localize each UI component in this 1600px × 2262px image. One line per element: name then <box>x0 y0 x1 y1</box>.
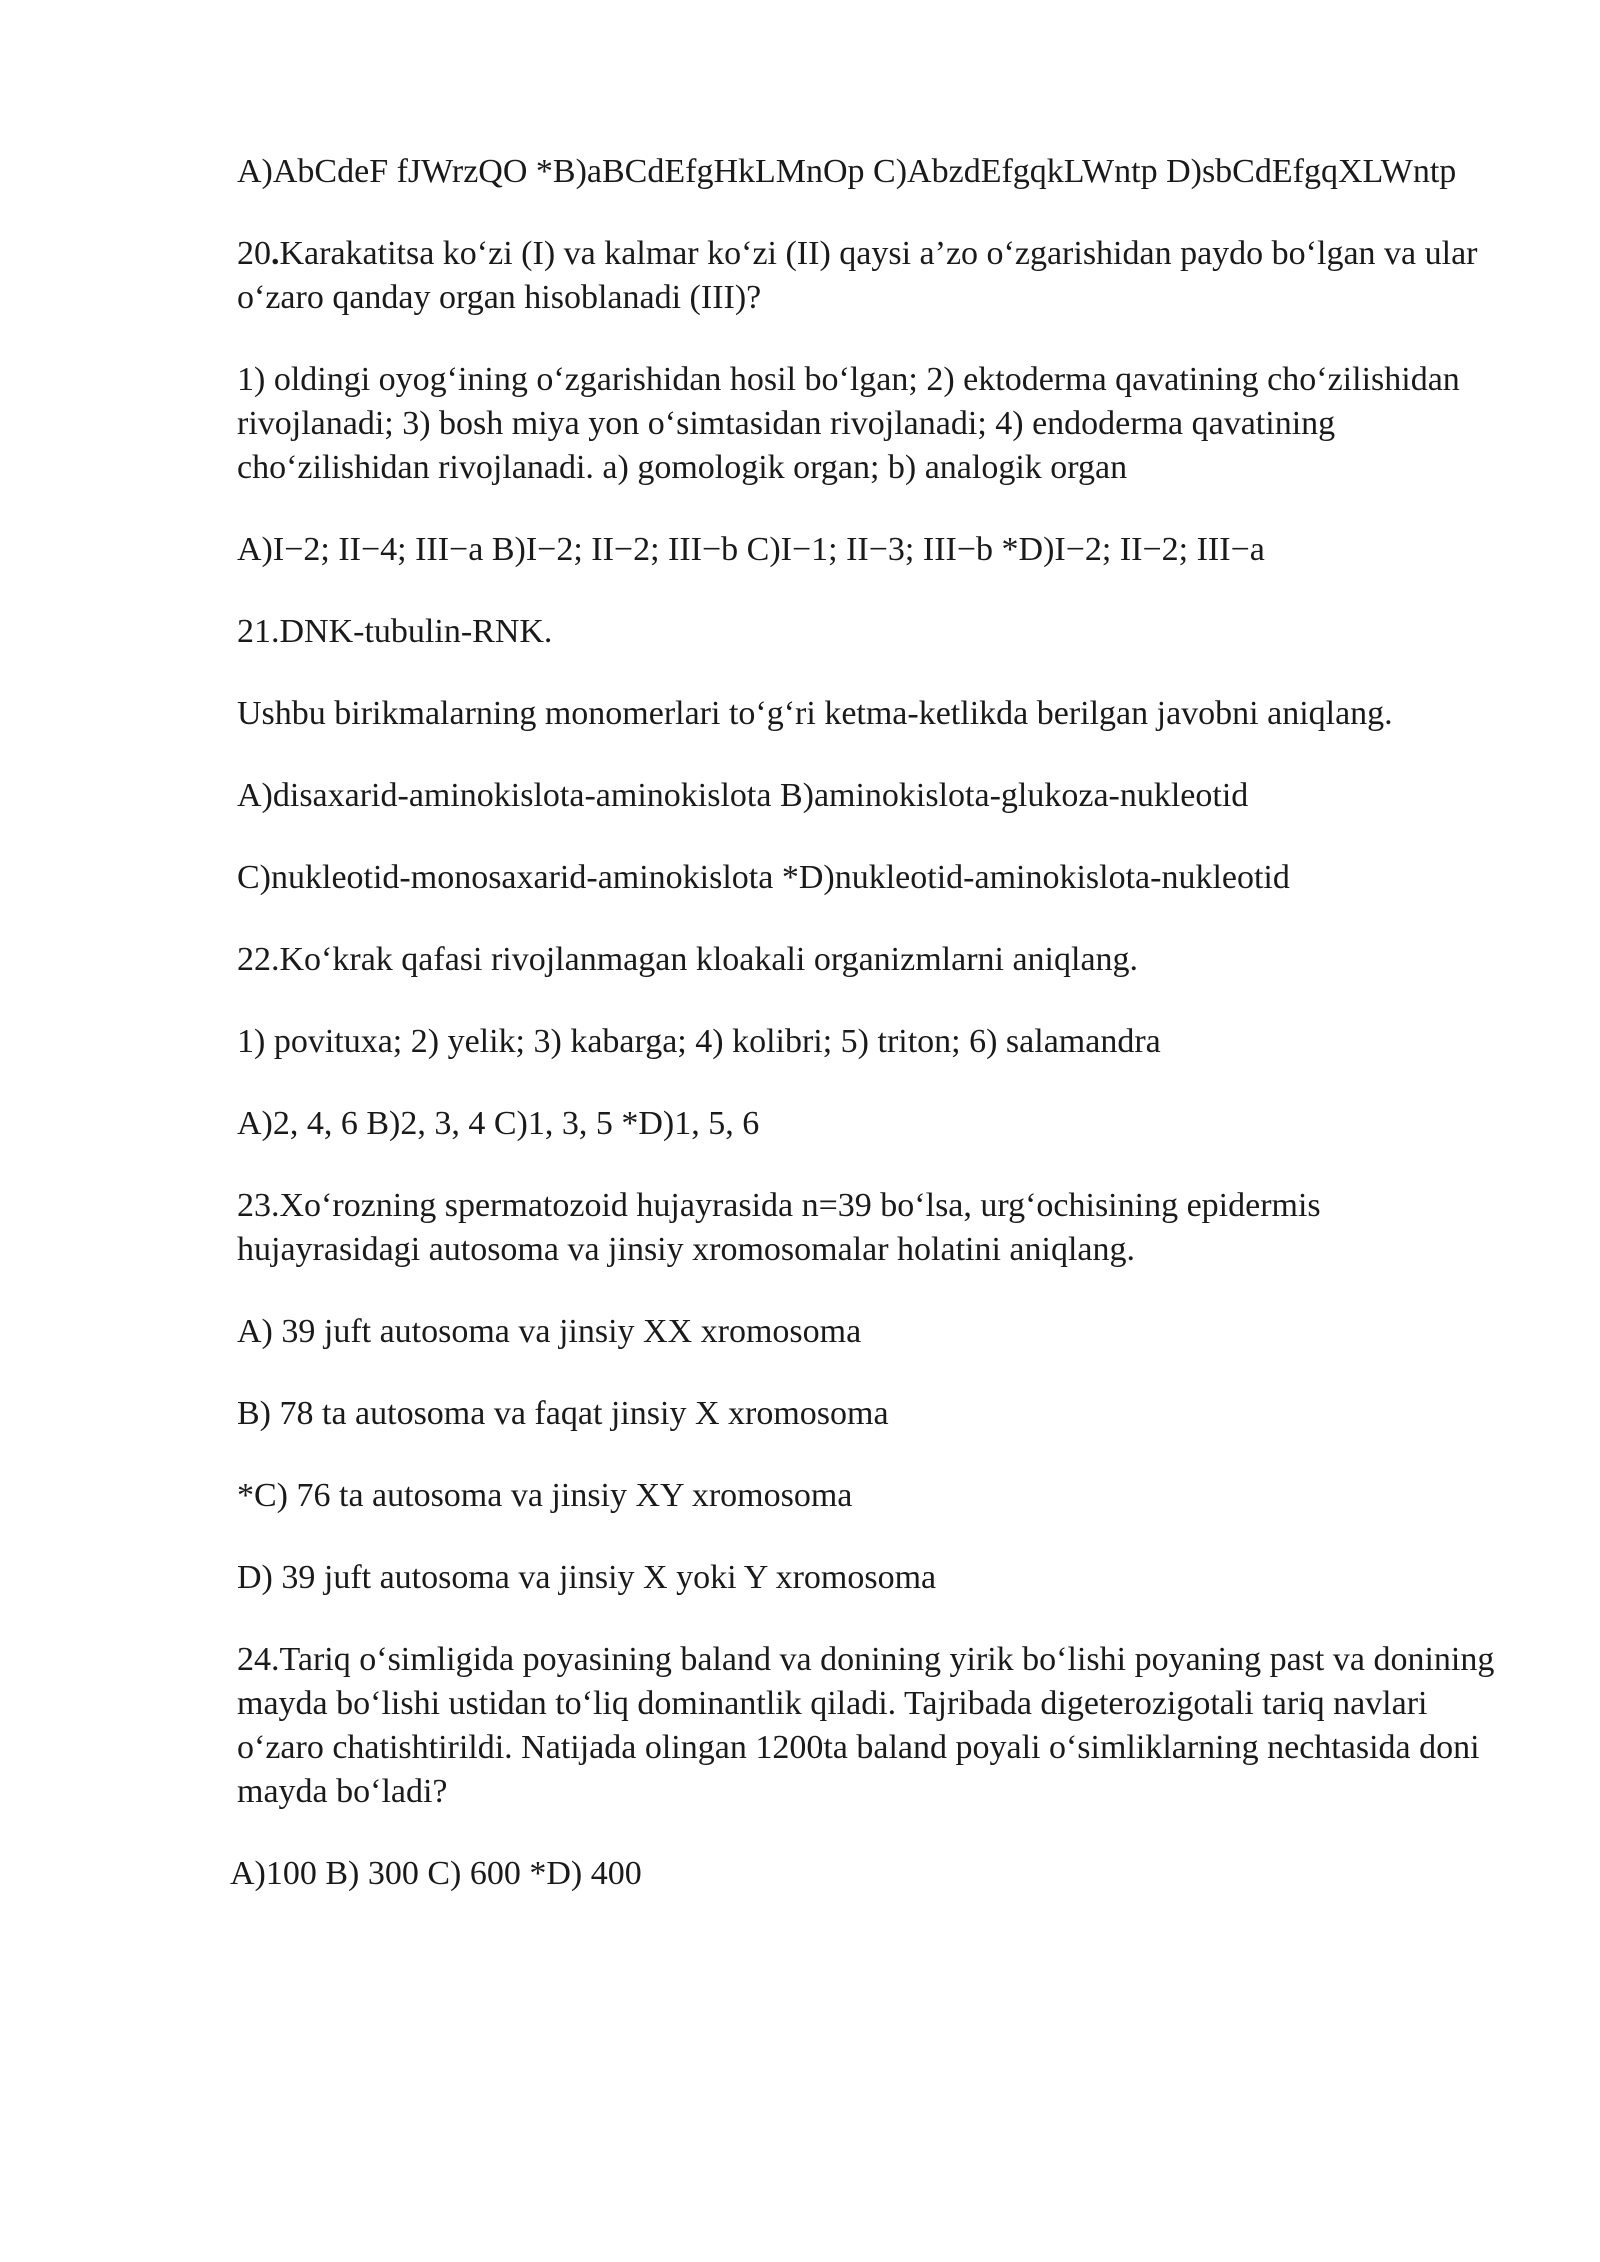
q20-question-text: Karakatitsa ko‘zi (I) va kalmar ko‘zi (II) qaysi a’zo o‘zgarishidan paydo bo‘lgan va ular o‘zaro qanday organ hisoblanadi (III)? <box>237 235 1478 316</box>
q19-answer-options: A)AbCdeF fJWrzQO *B)aBCdEfgHkLMnOp C)AbzdEfgqkLWntp D)sbCdEfgqXLWntp <box>237 153 1457 190</box>
q21-title: 21.DNK-tubulin-RNK. <box>237 613 553 650</box>
q20-dot: . <box>271 235 280 272</box>
q20-statements: 1) oldingi oyog‘ining o‘zgarishidan hosil bo‘lgan; 2) ektoderma qavatining cho‘zilishidan rivojlanadi; 3) bosh miya yon o‘simtasidan rivojlanadi; 4) endoderma qavatining cho‘zilishidan rivojlanadi. a) gomologik organ; b) analogik organ <box>237 361 1460 486</box>
q23-option-b: B) 78 ta autosoma va faqat jinsiy X xromosoma <box>237 1395 889 1432</box>
document-page <box>230 150 1507 1934</box>
q22-answer-options: A)2, 4, 6 B)2, 3, 4 C)1, 3, 5 *D)1, 5, 6 <box>237 1105 760 1142</box>
q23-question: 23.Xo‘rozning spermatozoid hujayrasida n=39 bo‘lsa, urg‘ochisining epidermis hujayrasidagi autosoma va jinsiy xromosomalar holatini aniqlang. <box>237 1187 1321 1268</box>
q20-question <box>237 232 1507 320</box>
q23-option-d: D) 39 juft autosoma va jinsiy X yoki Y xromosoma <box>237 1559 937 1596</box>
q21-answer-options-ab: A)disaxarid-aminokislota-aminokislota B)aminokislota-glukoza-nukleotid <box>237 777 1249 814</box>
q21-question-text: Ushbu birikmalarning monomerlari to‘g‘ri ketma-ketlikda berilgan javobni aniqlang. <box>237 695 1393 732</box>
q21-answer-options-cd: C)nukleotid-monosaxarid-aminokislota *D)nukleotid-aminokislota-nukleotid <box>237 859 1290 896</box>
q22-statements: 1) povituxa; 2) yelik; 3) kabarga; 4) kolibri; 5) triton; 6) salamandra <box>237 1023 1161 1060</box>
q20-answer-options: A)I−2; II−4; III−a B)I−2; II−2; III−b C)I−1; II−3; III−b *D)I−2; II−2; III−a <box>237 531 1265 568</box>
q24-answer-options: A)100 B) 300 C) 600 *D) 400 <box>230 1855 642 1892</box>
q23-option-c: *C) 76 ta autosoma va jinsiy XY xromosoma <box>237 1477 853 1514</box>
q20-number: 20 <box>237 235 271 272</box>
q23-option-a: A) 39 juft autosoma va jinsiy XX xromosoma <box>237 1313 862 1350</box>
q22-question: 22.Ko‘krak qafasi rivojlanmagan kloakali organizmlarni aniqlang. <box>237 941 1139 978</box>
q24-question: 24.Tariq o‘simligida poyasining baland va donining yirik bo‘lishi poyaning past va donining mayda bo‘lishi ustidan to‘liq dominantlik qiladi. Tajribada digeterozigotali tariq navlari o‘zaro chatishtirildi. Natijada olingan 1200ta baland poyali o‘simliklarning nechtasida doni mayda bo‘ladi? <box>237 1641 1495 1810</box>
